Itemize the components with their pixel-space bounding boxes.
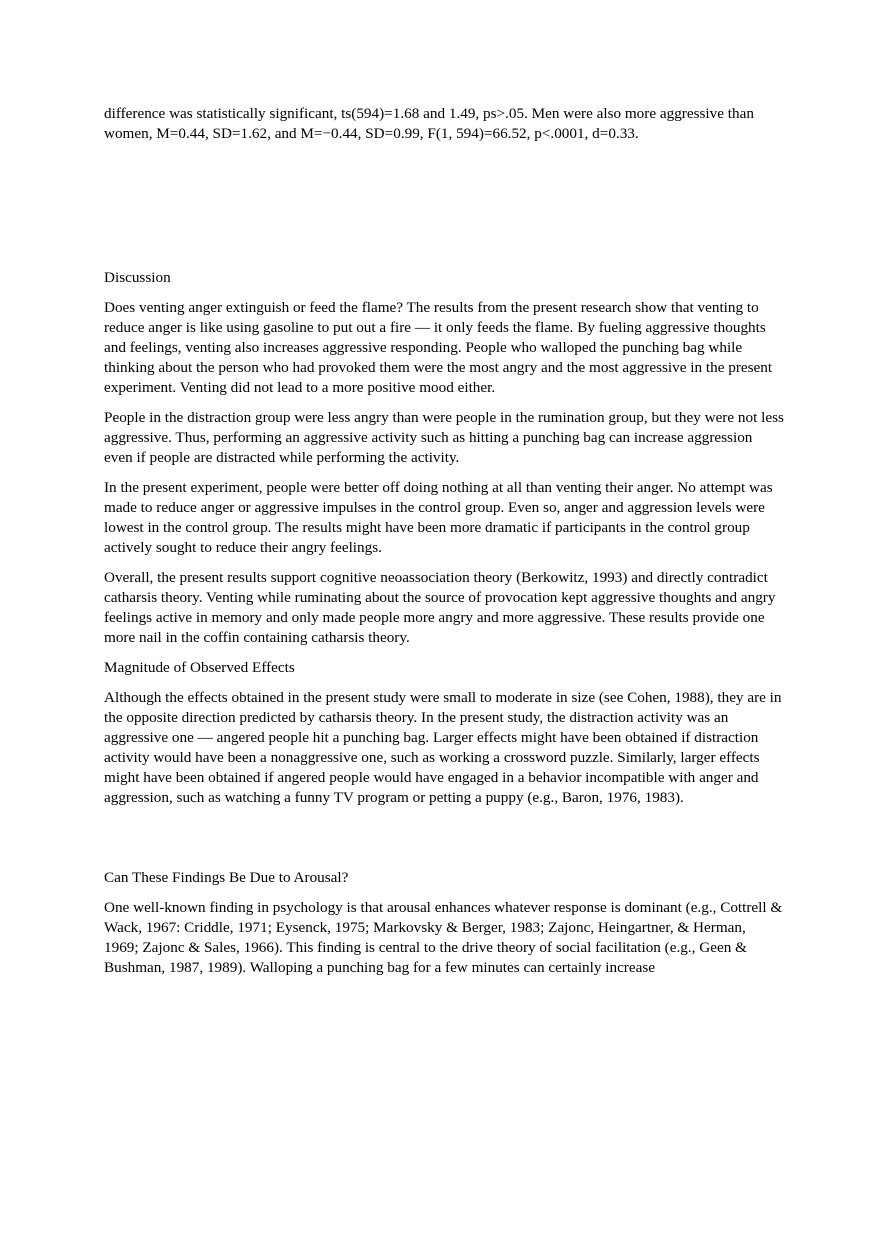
- section-heading-discussion: Discussion: [104, 269, 171, 286]
- subsection-heading-magnitude: Magnitude of Observed Effects: [104, 659, 295, 676]
- paragraph-effect-sizes: Although the effects obtained in the present study were small to moderate in size (see Cohen, 1988), they are in the opposite direction predicted by catharsis theory. In the present study, the distraction activity was an aggressive one — angered people hit a punching bag. Larger effects might have been obtained if distraction activity would have been a nonaggressive one, such as working a crossword puzzle. Similarly, larger effects might have been obtained if angered people would have engaged in a behavior incompatible with anger and aggression, such as watching a funny TV program or petting a puppy (e.g., Baron, 1976, 1983).: [104, 689, 782, 806]
- document-page: [104, 104, 784, 988]
- paragraph-arousal: One well-known finding in psychology is that arousal enhances whatever response is dominant (e.g., Cottrell & Wack, 1967: Criddle, 1971; Eysenck, 1975; Markovsky & Berger, 1983; Zajonc, Heingartner, & Herman, 1969; Zajonc & Sales, 1966). This finding is central to the drive theory of social facilitation (e.g., Geen & Bushman, 1987, 1989). Walloping a punching bag for a few minutes can certainly increase: [104, 899, 783, 976]
- paragraph-control-group: In the present experiment, people were better off doing nothing at all than venting their anger. No attempt was made to reduce anger or aggressive impulses in the control group. Even so, anger and aggression levels were lowest in the control group. The results might have been more dramatic if participants in the control group actively sought to reduce their angry feelings.: [104, 479, 773, 556]
- subsection-heading-arousal: Can These Findings Be Due to Arousal?: [104, 869, 349, 886]
- paragraph-venting-anger: Does venting anger extinguish or feed the flame? The results from the present research show that venting to reduce anger is like using gasoline to put out a fire — it only feeds the flame. By fueling aggressive thoughts and feelings, venting also increases aggressive responding. People who walloped the punching bag while thinking about the person who had provoked them were the most angry and the most aggressive in the present experiment. Venting did not lead to a more positive mood either.: [104, 299, 773, 396]
- paragraph-distraction-group: People in the distraction group were less angry than were people in the rumination group, but they were not less aggressive. Thus, performing an aggressive activity such as hitting a punching bag can increase aggression even if people are distracted while performing the activity.: [104, 409, 784, 466]
- paragraph-results-continued: difference was statistically significant, ts(594)=1.68 and 1.49, ps>.05. Men were also more aggressive than women, M=0.44, SD=1.62, and M=−0.44, SD=0.99, F(1, 594)=66.52, p<.0001, d=0.33.: [104, 105, 754, 142]
- paragraph-overall-results: Overall, the present results support cognitive neoassociation theory (Berkowitz, 1993) and directly contradict catharsis theory. Venting while ruminating about the source of provocation kept aggressive thoughts and angry feelings active in memory and only made people more angry and more aggressive. These results provide one more nail in the coffin containing catharsis theory.: [104, 569, 776, 646]
